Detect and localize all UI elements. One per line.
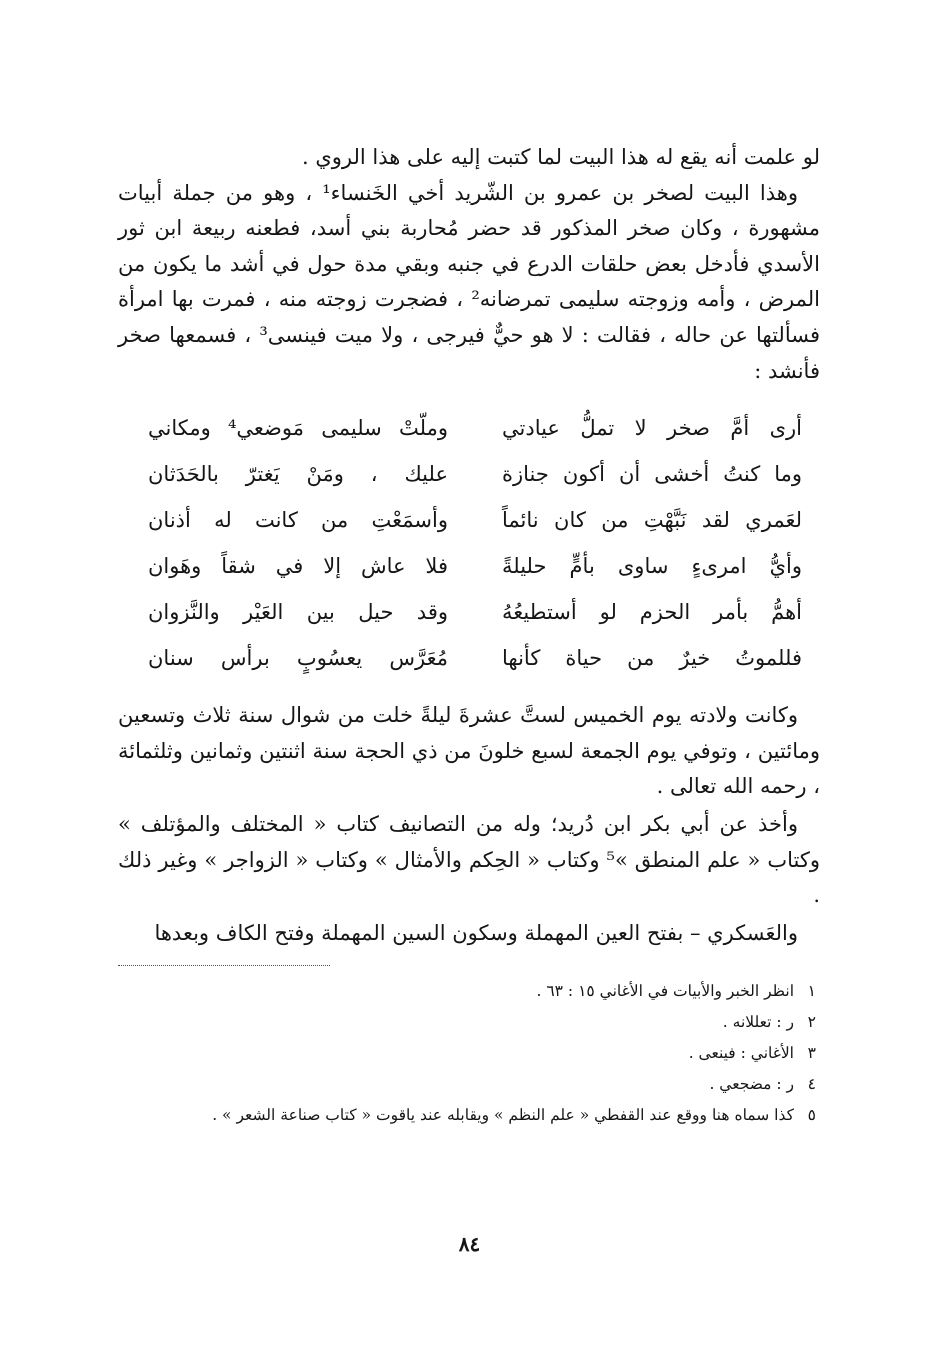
poem-verse — [148, 543, 802, 589]
verse-second-hemistich: مُعَرَّس يعسُوبٍ برأس سنان — [148, 646, 448, 671]
paragraph-2: وهذا البيت لصخر بن عمرو بن الشّريد أخي الخَنساء¹ ، وهو من جملة أبيات مشهورة ، وكان صخر المذكور قد حضر مُحاربة بني أسد، فطعنه ربيعة ابن ثور الأسدي فأدخل بعض حلقات الدرع في جنبه وبقي مدة حول في أشد ما يكون من المرض ، وأمه وزوجته سليمى تمرضانه² ، فضجرت زوجته منه ، فمرت بها امرأة فسألتها عن حاله ، فقالت : لا هو حيٌّ فيرجى ، ولا ميت فينسى³ ، فسمعها صخر فأنشد : — [118, 180, 821, 383]
footnote-number: ٣ — [807, 1044, 816, 1063]
footnote-text: انظر الخبر والأبيات في الأغاني ١٥ : ٦٣ . — [536, 982, 794, 1001]
paragraph-4: وأخذ عن أبي بكر ابن دُريد؛ وله من التصانيف كتاب « المختلف والمؤتلف » وكتاب « علم المنطق »⁵ وكتاب « الحِكم والأمثال » وكتاب « الزواجر » وغير ذلك . — [118, 811, 820, 908]
verse-second-hemistich: وملّتْ سليمى مَوضعي⁴ ومكاني — [148, 416, 448, 441]
poem-verse — [148, 451, 802, 497]
footnote-separator — [118, 965, 330, 966]
footnote — [118, 1069, 816, 1100]
verse-first-hemistich: وأيُّ امرىءٍ ساوى بأمٍّ حليلةً — [502, 554, 802, 579]
paragraph-5: والعَسكري – بفتح العين المهملة وسكون السين المهملة وفتح الكاف وبعدها — [154, 920, 798, 945]
footnote-number: ١ — [807, 982, 816, 1001]
footnote — [118, 1038, 816, 1069]
footnote-number: ٤ — [807, 1075, 816, 1094]
footnote-number: ٥ — [807, 1106, 816, 1125]
footnote-text: ر : تعللانه . — [722, 1013, 794, 1032]
verse-second-hemistich: وقد حيل بين العَيْر والنَّزوان — [148, 600, 448, 625]
verse-first-hemistich: فللموتُ خيرٌ من حياة كأنها — [502, 646, 802, 671]
verse-second-hemistich: عليك ، ومَنْ يَغترّ بالحَدَثان — [148, 462, 448, 487]
verse-first-hemistich: لعَمري لقد نَبَّهْتِ من كان نائماً — [502, 508, 802, 533]
footnote — [118, 1007, 816, 1038]
footnotes — [118, 976, 820, 1131]
footnote — [118, 976, 816, 1007]
poem-verse — [148, 405, 802, 451]
paragraph-3: وكانت ولادته يوم الخميس لستَّ عشرةَ ليلةً خلت من شوال سنة ثلاث وتسعين ومائتين ، وتوفي يوم الجمعة لسبع خلونَ من ذي الحجة سنة اثنتين وثمانين وثلثمائة ، رحمه الله تعالى . — [118, 703, 820, 799]
verse-first-hemistich: أرى أمَّ صخر لا تملُّ عيادتي — [502, 416, 802, 441]
poem-verse — [148, 497, 802, 543]
paragraph-1: لو علمت أنه يقع له هذا البيت لما كتبت إليه على هذا الروي . — [301, 145, 820, 169]
poem — [118, 405, 820, 681]
verse-second-hemistich: فلا عاش إلا في شقاً وهَوان — [148, 554, 448, 579]
footnote — [118, 1100, 816, 1131]
verse-first-hemistich: وما كنتُ أخشى أن أكون جنازة — [502, 462, 802, 487]
footnote-text: ر : مضجعي . — [709, 1075, 794, 1094]
footnote-text: كذا سماه هنا ووقع عند القفطي « علم النظم » ويقابله عند ياقوت « كتاب صناعة الشعر » . — [212, 1106, 794, 1125]
page-number: ٨٤ — [458, 1232, 481, 1256]
poem-verse — [148, 635, 802, 681]
verse-second-hemistich: وأسمَعْتِ من كانت له أذنان — [148, 508, 448, 533]
page-body — [118, 140, 820, 1131]
poem-verse — [148, 589, 802, 635]
verse-first-hemistich: أهمُّ بأمر الحزم لو أستطيعُهُ — [502, 600, 802, 625]
footnote-text: الأغاني : فينعى . — [688, 1044, 794, 1063]
footnote-number: ٢ — [807, 1013, 816, 1032]
